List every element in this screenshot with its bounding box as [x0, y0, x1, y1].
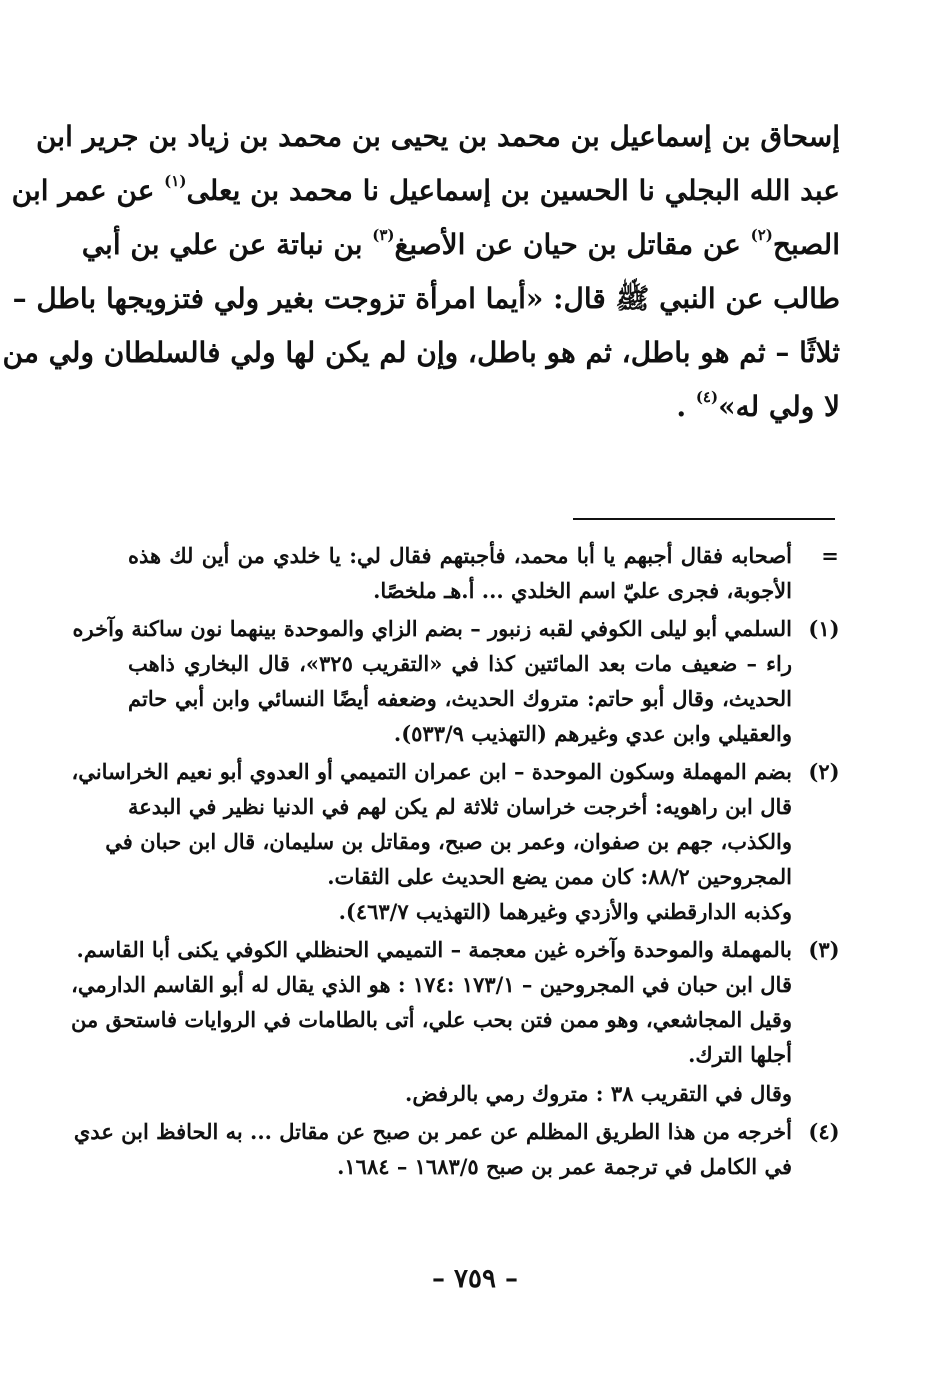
footnote-line: وكذبه الدارقطني والأزدي وغيرهما (التهذيب ٤٦٣/٧). [338, 899, 792, 924]
footnote-separator [573, 518, 835, 520]
main-text-line [11, 164, 840, 218]
main-text-line [81, 218, 840, 272]
main-text-line: طالب عن النبي ﷺ قال: «أيما امرأة تزوجت بغير ولي فتزويجها باطل – [12, 282, 840, 315]
footnote-reference: (٤) [695, 388, 719, 406]
footnote-number: (٤) [808, 1119, 840, 1144]
footnote-number: (١) [808, 616, 840, 641]
page-number: – ٧٥٩ – [431, 1264, 519, 1294]
footnote-line: قال ابن راهويه: أخرجت خراسان ثلاثة لم يكن لهم في الدنيا نظير في البدعة [128, 794, 792, 819]
footnote-line: أجلها الترك. [688, 1042, 792, 1067]
footnote-line: في الكامل في ترجمة عمر بن صبح ١٦٨٣/٥ – ١٦٨٤. [337, 1154, 792, 1179]
footnote-line: وقال في التقريب ٣٨ : متروك رمي بالرفض. [405, 1081, 792, 1106]
footnote-line: راء – ضعيف مات بعد المائتين كذا في «التقريب ٣٢٥»، قال البخاري ذاهب [128, 651, 792, 676]
footnote-continuation [128, 538, 840, 608]
main-text-segment: عبد الله البجلي نا الحسين بن إسماعيل نا محمد بن يعلى [186, 174, 840, 207]
footnote-line: المجروحين ٨٨/٢: كان ممن يضع الحديث على الثقات. [327, 864, 792, 889]
main-text-line [128, 380, 840, 434]
footnote-number: (٣) [808, 937, 840, 962]
footnote-line: أخرجه من هذا الطريق المظلم عن عمر بن صبح عن مقاتل ... به الحافظ ابن عدي [73, 1119, 792, 1144]
main-text-line: إسحاق بن إسماعيل بن محمد بن يحيى بن محمد بن زياد بن جرير ابن [35, 120, 840, 153]
footnote-reference: (٣) [372, 226, 395, 244]
footnote-line: وقيل المجاشعي، وهو ممن فتن بحب علي، أتى بالطامات في الروايات فاستحق من [71, 1007, 792, 1032]
footnote-1 [72, 611, 840, 751]
footnote-line: الحديث، وقال أبو حاتم: متروك الحديث، وضعفه أيضًا النسائي وابن أبي حاتم [128, 686, 792, 711]
main-text-segment: بن نباتة عن علي بن أبي [81, 228, 363, 261]
footnotes-section [71, 538, 840, 1187]
main-text-segment: عن مقاتل بن حيان عن الأصبغ [394, 228, 741, 261]
footnote-reference: (٢) [750, 226, 773, 244]
footnote-line: قال ابن حبان في المجروحين – ١٧٣/١ :١٧٤ : هو الذي يقال له أبو القاسم الدارمي، [71, 972, 792, 997]
footnote-line: السلمي أبو ليلى الكوفي لقبه زنبور – بضم الزاي والموحدة بينهما نون ساكنة وآخره [72, 616, 792, 641]
main-text-segment: . [676, 390, 687, 423]
footnote-reference: (١) [164, 172, 187, 190]
main-text-segment: لا ولي له» [718, 390, 840, 423]
footnote-3 [71, 932, 840, 1111]
main-text-segment: عن عمر ابن [11, 174, 155, 207]
main-text-body [2, 110, 840, 434]
footnote-line: الأجوبة، فجرى عليّ اسم الخلدي ... أ.هـ ملخصًا. [373, 578, 792, 603]
footnote-line: والعقيلي وابن عدي وغيرهم (التهذيب ٥٣٣/٩). [393, 721, 792, 746]
footnote-4 [73, 1114, 840, 1184]
footnote-line: بالمهملة والموحدة وآخره غين معجمة – التميمي الحنظلي الكوفي يكنى أبا القاسم. [76, 937, 792, 962]
continuation-marker: = [821, 543, 839, 568]
footnote-2 [71, 754, 840, 929]
main-text-line: ثلاثًا – ثم هو باطل، ثم هو باطل، وإن لم يكن لها ولي فالسلطان ولي من [2, 336, 840, 369]
footnote-number: (٢) [808, 759, 840, 784]
main-text-segment: الصبح [772, 228, 840, 261]
footnote-line: بضم المهملة وسكون الموحدة – ابن عمران التميمي أو العدوي أبو نعيم الخراساني، [71, 759, 792, 784]
footnote-line: أصحابه فقال أجبهم يا أبا محمد، فأجبتهم فقال لي: يا خلدي من أين لك هذه [128, 543, 792, 568]
footnote-line: والكذب، جهم بن صفوان، وعمر بن صبح، ومقاتل بن سليمان، قال ابن حبان في [105, 829, 792, 854]
